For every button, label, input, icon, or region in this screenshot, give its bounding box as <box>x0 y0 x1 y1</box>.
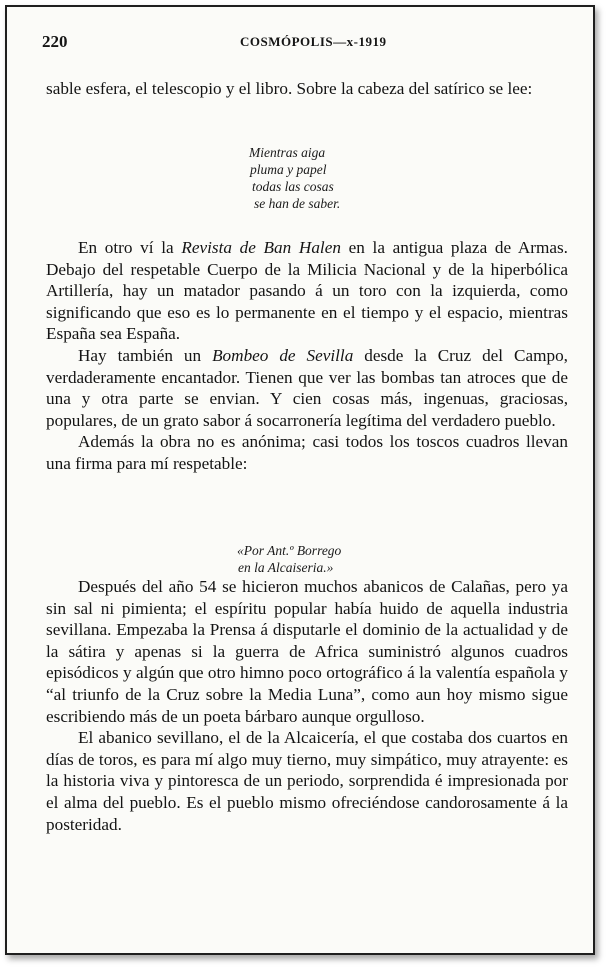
opening-paragraph <box>46 78 568 100</box>
paragraph-text: en la antigua plaza de Armas. Debajo del respetable Cuerpo de la Milicia Nacional y de la hiperbólica Artillería, hay un matador pasando á un toro con la izquierda, como significando que eso es lo permanente en el tiempo y el espacio, mientras España sea España. <box>46 238 568 344</box>
paragraph-1854 <box>46 576 568 835</box>
verse-stanza <box>249 144 340 212</box>
signature-block <box>237 542 341 576</box>
opening-text: sable esfera, el telescopio y el libro. Sobre la cabeza del satírico se lee: <box>46 79 533 98</box>
paragraph-text: En otro ví la <box>78 238 182 257</box>
verse-line: Mientras aiga <box>249 145 326 160</box>
signature-line: en la Alcaiseria.» <box>238 560 334 575</box>
signature-line: «Por Ant.º Borrego <box>237 543 342 558</box>
paragraph-text: Hay también un <box>78 345 213 365</box>
verse-line: pluma y papel <box>250 162 327 177</box>
page-number: 220 <box>42 32 68 51</box>
paragraph-firma: Además la obra no es anónima; casi todos los toscos cuadros llevan una firma para mí respetable: <box>46 432 568 473</box>
paragraph-abanico: El abanico sevillano, el de la Alcaicería, el que costaba dos cuartos en días de toros, es para mí algo muy tierno, muy simpático, muy atrayente: es la historia viva y pintoresca de un periodo, sorprendida é impresionada por el alma del pueblo. Es el pueblo mismo ofreciéndose candorosamente á la posteridad. <box>46 728 568 834</box>
paragraph-text: Después del año 54 se hicieron muchos abanicos de Calañas, pero ya sin sal ni pimienta; el espíritu popular había huido de aquella industria sevillana. Empezaba la Prensa á disputarle el dominio de la actualidad y de la sátira y apenas si la guerra de Africa suministró algunos cuadros episódicos y algún que otro himno poco ortográfico á la valentía española y “al triunfo de la Cruz sobre la Media Luna”, como aun hoy mismo sigue escribiendo más de un poeta bárbaro aunque orgulloso. <box>46 577 568 726</box>
work-title: Revista de Ban Halen <box>181 238 341 257</box>
running-head: COSMÓPOLIS—x-1919 <box>240 34 387 49</box>
verse-line: todas las cosas <box>252 179 334 194</box>
work-title: Bombeo de Sevilla <box>212 345 354 365</box>
verse-line: se han de saber. <box>254 196 341 211</box>
paragraph-revista <box>46 237 568 475</box>
page-header <box>42 32 574 52</box>
paragraph-text: desde la Cruz del Campo, verdaderamente encantador. Tienen que ver las bombas tan atroces que de una y otra parte se envian. Y cien cosas más, ingenuas, graciosas, populares, de un grato sabor á socarronería legítima del verdadero pueblo. <box>46 345 568 430</box>
